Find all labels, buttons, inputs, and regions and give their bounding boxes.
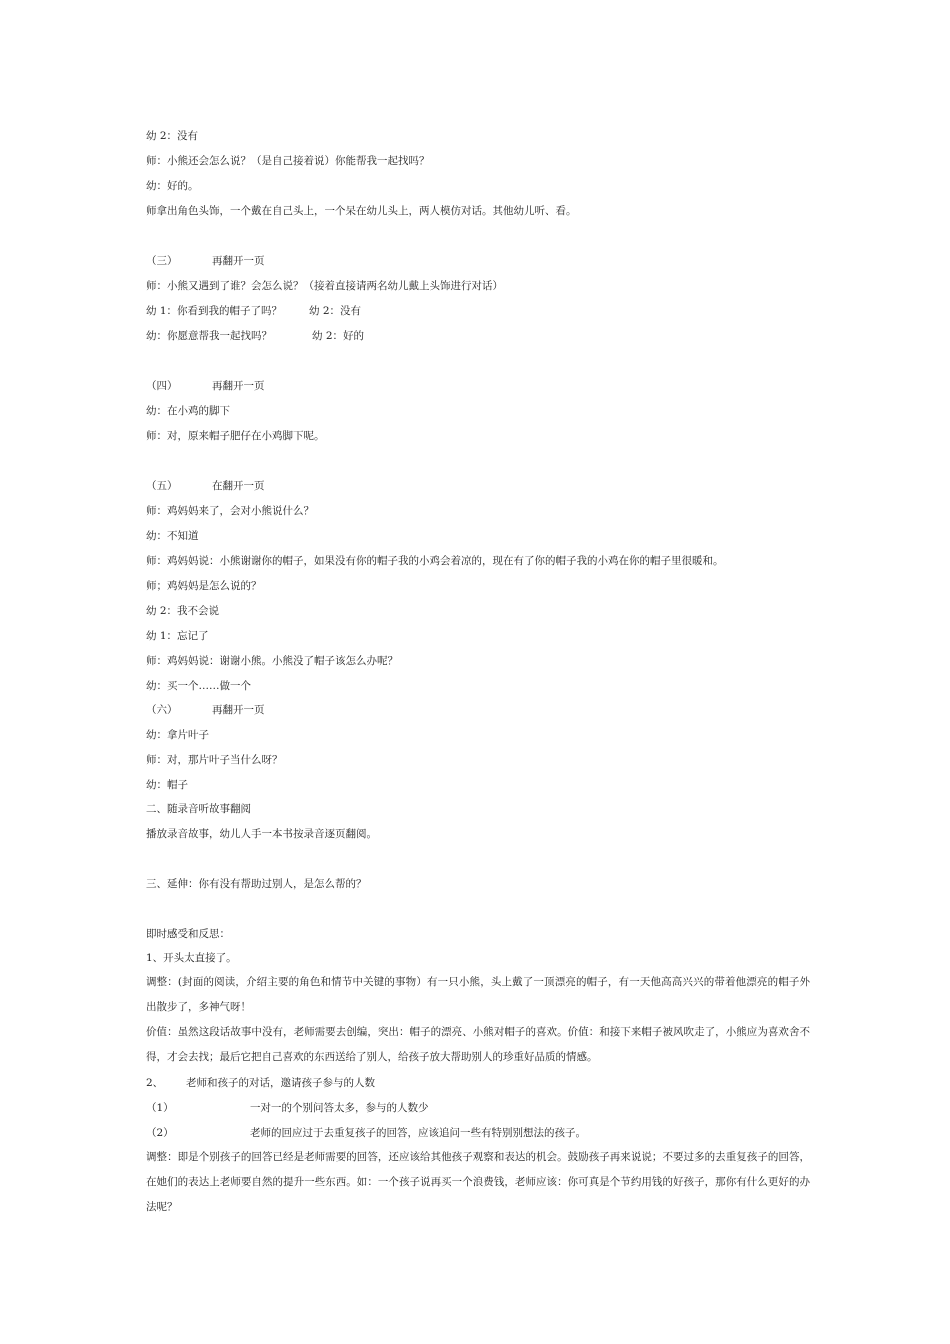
text-line: 幼 2：没有 xyxy=(146,130,199,142)
list-item xyxy=(146,1101,429,1115)
list-item xyxy=(146,1076,375,1090)
section-number: （四） xyxy=(146,380,178,392)
text-line: 1、开头太直接了。 xyxy=(146,952,237,964)
section-number: （六） xyxy=(146,704,178,716)
list-item xyxy=(146,1126,586,1140)
section-heading xyxy=(146,379,265,393)
list-text: 一对一的个别问答太多，参与的人数少 xyxy=(250,1102,429,1114)
paragraph: 调整：即是个别孩子的回答已经是老师需要的回答，还应该给其他孩子观察和表达的机会。鼓励孩子再来说说；不要过多的去重复孩子的回答，在她们的表达上老师要自然的提升一些东西。如：一个孩子说再买一个浪费钱，老师应该：你可真是个节约用钱的好孩子，那你有什么更好的办法呢？ xyxy=(146,1151,810,1213)
text-line: 幼 2：我不会说 xyxy=(146,605,220,617)
text-line: 幼：拿片叶子 xyxy=(146,729,209,741)
dialogue-part: 幼：你愿意帮我一起找吗？ xyxy=(146,330,272,342)
list-number: 2、 xyxy=(146,1077,164,1089)
dialogue-part: 幼 1：你看到我的帽子了吗？ xyxy=(146,305,283,317)
text-line: 师：对，原来帽子肥仔在小鸡脚下呢。 xyxy=(146,430,325,442)
list-number: （1） xyxy=(146,1102,174,1114)
dialogue-line xyxy=(146,304,361,318)
text-line: 师：小熊又遇到了谁？会怎么说？（接着直接请两名幼儿戴上头饰进行对话） xyxy=(146,280,503,292)
paragraph: 调整：(封面的阅读，介绍主要的角色和情节中关键的事物）有一只小熊，头上戴了一顶漂亮的帽子，有一天他高高兴兴的带着他漂亮的帽子外出散步了，多神气呀！ xyxy=(146,976,810,1013)
section-text: 再翻开一页 xyxy=(212,704,265,716)
text-line: 幼：好的。 xyxy=(146,180,199,192)
section-number: （五） xyxy=(146,480,178,492)
text-line: 幼：不知道 xyxy=(146,530,199,542)
text-line: 师：对，那片叶子当什么呀？ xyxy=(146,754,283,766)
dialogue-part: 幼 2：没有 xyxy=(309,305,362,317)
text-line: 幼：帽子 xyxy=(146,779,188,791)
text-line: 师：鸡妈妈说：谢谢小熊。小熊没了帽子该怎么办呢？ xyxy=(146,655,398,667)
section-number: （三） xyxy=(146,255,178,267)
text-line: 三、延伸：你有没有帮助过别人，是怎么帮的？ xyxy=(146,878,367,890)
dialogue-part: 幼 2：好的 xyxy=(312,330,365,342)
list-text: 老师的回应过于去重复孩子的回答，应该追问一些有特别别想法的孩子。 xyxy=(250,1127,586,1139)
list-number: （2） xyxy=(146,1127,174,1139)
text-line: 幼 1：忘记了 xyxy=(146,630,209,642)
text-line: 师：鸡妈妈说：小熊谢谢你的帽子，如果没有你的帽子我的小鸡会着凉的，现在有了你的帽子我的小鸡在你的帽子里很暖和。 xyxy=(146,555,724,567)
text-line: 即时感受和反思： xyxy=(146,928,230,940)
section-heading xyxy=(146,254,265,268)
text-line: 师：鸡妈妈来了，会对小熊说什么？ xyxy=(146,505,314,517)
text-line: 幼：买一个……做一个 xyxy=(146,680,251,692)
section-text: 在翻开一页 xyxy=(212,480,265,492)
text-line: 师拿出角色头饰，一个戴在自己头上，一个呆在幼儿头上，两人模仿对话。其他幼儿听、看。 xyxy=(146,205,577,217)
text-line: 幼：在小鸡的脚下 xyxy=(146,405,230,417)
text-line: 二、随录音听故事翻阅 xyxy=(146,803,251,815)
section-text: 再翻开一页 xyxy=(212,380,265,392)
section-text: 再翻开一页 xyxy=(212,255,265,267)
text-line: 师；鸡妈妈是怎么说的？ xyxy=(146,580,262,592)
text-line: 播放录音故事，幼儿人手一本书按录音逐页翻阅。 xyxy=(146,828,377,840)
list-text: 老师和孩子的对话，邀请孩子参与的人数 xyxy=(186,1077,375,1089)
paragraph: 价值：虽然这段话故事中没有，老师需要去创编，突出：帽子的漂亮、小熊对帽子的喜欢。价值：和接下来帽子被风吹走了，小熊应为喜欢舍不得，才会去找；最后它把自己喜欢的东西送给了别人，给孩子放大帮助别人的珍重好品质的情感。 xyxy=(146,1026,810,1063)
section-heading xyxy=(146,479,265,493)
dialogue-line xyxy=(146,329,364,343)
section-heading xyxy=(146,703,265,717)
text-line: 师：小熊还会怎么说？（是自己接着说）你能帮我一起找吗？ xyxy=(146,155,430,167)
